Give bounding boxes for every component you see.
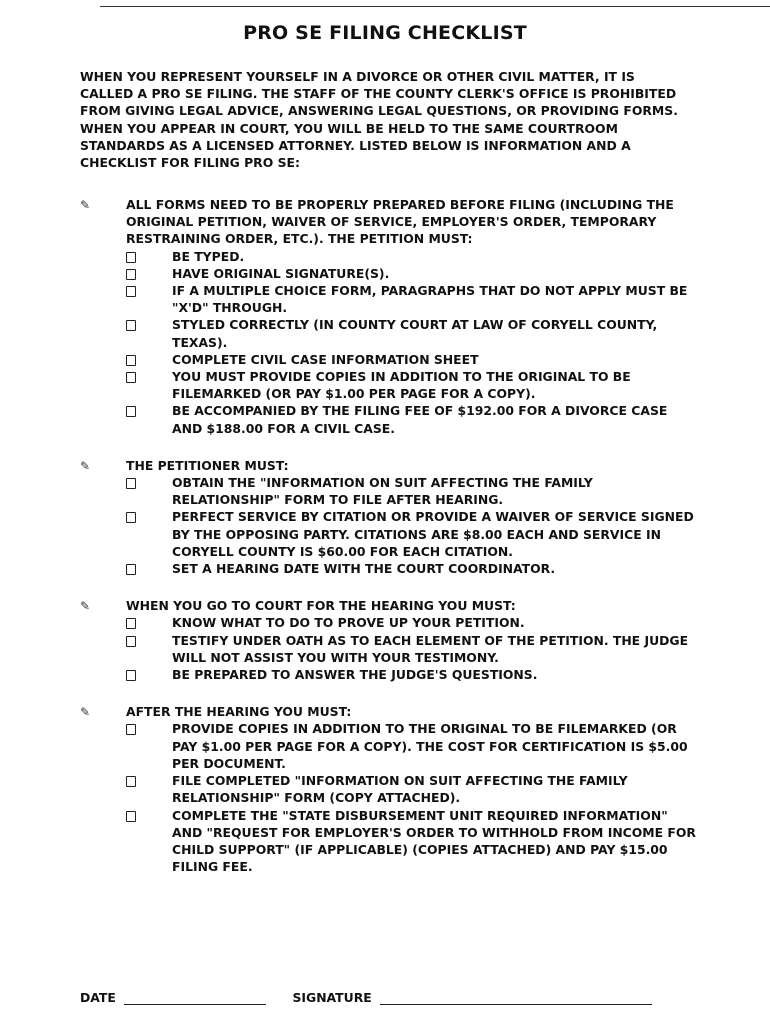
checklist-items: [80, 720, 700, 875]
checklist-item-text: IF A MULTIPLE CHOICE FORM, PARAGRAPHS THAT DO NOT APPLY MUST BE "X'D" THROUGH.: [172, 283, 688, 316]
checklist-items: [80, 248, 700, 437]
checklist-item-text: FILE COMPLETED "INFORMATION ON SUIT AFFECTING THE FAMILY RELATIONSHIP" FORM (COPY ATTACHED).: [172, 773, 628, 806]
checkbox-icon[interactable]: [126, 670, 136, 681]
checklist-item-text: BE ACCOMPANIED BY THE FILING FEE OF $192.00 FOR A DIVORCE CASE AND $188.00 FOR A CIVIL CASE.: [172, 403, 668, 436]
checklist-item-text: COMPLETE CIVIL CASE INFORMATION SHEET: [172, 351, 479, 367]
checkbox-icon[interactable]: [126, 478, 136, 489]
checklist-item-text: BE TYPED.: [172, 248, 245, 264]
checklist-item-text: YOU MUST PROVIDE COPIES IN ADDITION TO THE ORIGINAL TO BE FILEMARKED (OR PAY $1.00 PER PAGE FOR A COPY).: [172, 369, 631, 402]
checkbox-icon[interactable]: [126, 286, 136, 297]
date-field[interactable]: [124, 990, 266, 1005]
checklist-items: [80, 474, 700, 577]
checkbox-icon[interactable]: [126, 406, 136, 417]
pencil-icon: ✎: [80, 198, 91, 212]
checklist-item-text: TESTIFY UNDER OATH AS TO EACH ELEMENT OF THE PETITION. THE JUDGE WILL NOT ASSIST YOU WITH YOUR TESTIMONY.: [172, 632, 689, 665]
section-heading: THE PETITIONER MUST:: [126, 457, 289, 473]
checklist-item: [80, 265, 700, 282]
checklist-item: [80, 351, 700, 368]
signature-label: SIGNATURE: [292, 990, 372, 1005]
checklist-item: [80, 720, 700, 772]
intro-paragraph: WHEN YOU REPRESENT YOURSELF IN A DIVORCE OR OTHER CIVIL MATTER, IT IS CALLED A PRO SE FILING. THE STAFF OF THE COUNTY CLERK'S OFFICE IS PROHIBITED FROM GIVING LEGAL ADVICE, ANSWERING LEGAL QUESTIONS, OR PROVIDING FORMS. WHEN YOU APPEAR IN COURT, YOU WILL BE HELD TO THE SAME COURTROOM STANDARDS AS A LICENSED ATTORNEY. LISTED BELOW IS INFORMATION AND A CHECKLIST FOR FILING PRO SE:: [80, 69, 678, 171]
date-label: DATE: [80, 990, 116, 1005]
section-heading: WHEN YOU GO TO COURT FOR THE HEARING YOU MUST:: [126, 598, 516, 614]
checklist-item: [80, 402, 700, 436]
checklist-item: [80, 474, 700, 508]
checklist-section: [80, 703, 700, 875]
checklist-item-text: BE PREPARED TO ANSWER THE JUDGE'S QUESTIONS.: [172, 667, 538, 683]
checkbox-icon[interactable]: [126, 320, 136, 331]
checklist-section: [80, 457, 700, 577]
checklist-item-text: PERFECT SERVICE BY CITATION OR PROVIDE A WAIVER OF SERVICE SIGNED BY THE OPPOSING PARTY. CITATIONS ARE $8.00 EACH AND SERVICE IN CORYELL COUNTY IS $60.00 FOR EACH CITATION.: [172, 509, 694, 559]
checklist-section: [80, 196, 700, 437]
signature-footer: [80, 990, 680, 1005]
checklist-item: [80, 632, 700, 666]
checklist-item-text: STYLED CORRECTLY (IN COUNTY COURT AT LAW OF CORYELL COUNTY, TEXAS).: [172, 317, 658, 350]
checkbox-icon[interactable]: [126, 564, 136, 575]
pencil-icon: ✎: [80, 599, 91, 614]
checkbox-icon[interactable]: [126, 269, 136, 280]
checkbox-icon[interactable]: [126, 811, 136, 822]
checklist-item: [80, 560, 700, 577]
checklist-item: [80, 772, 700, 806]
checklist-item-text: PROVIDE COPIES IN ADDITION TO THE ORIGINAL TO BE FILEMARKED (OR PAY $1.00 PER PAGE FOR A COPY). THE COST FOR CERTIFICATION IS $5.00 PER DOCUMENT.: [172, 721, 688, 771]
checklist-item-text: SET A HEARING DATE WITH THE COURT COORDINATOR.: [172, 561, 556, 577]
top-rule: [100, 6, 770, 7]
checklist-item-text: KNOW WHAT TO DO TO PROVE UP YOUR PETITION.: [172, 615, 525, 631]
checklist-item-text: COMPLETE THE "STATE DISBURSEMENT UNIT REQUIRED INFORMATION" AND "REQUEST FOR EMPLOYER'S ORDER TO WITHHOLD FROM INCOME FOR CHILD SUPPORT" (IF APPLICABLE) (COPIES ATTACHED) AND PAY $15.00 FILING FEE.: [172, 807, 696, 875]
checkbox-icon[interactable]: [126, 512, 136, 523]
checkbox-icon[interactable]: [126, 618, 136, 629]
signature-field[interactable]: [380, 990, 652, 1005]
pencil-icon: ✎: [80, 705, 91, 720]
checklist-item: [80, 807, 700, 876]
checklist-item-text: OBTAIN THE "INFORMATION ON SUIT AFFECTING THE FAMILY RELATIONSHIP" FORM TO FILE AFTER HEARING.: [172, 475, 593, 508]
checkbox-icon[interactable]: [126, 252, 136, 263]
checkbox-icon[interactable]: [126, 776, 136, 787]
checklist-items: [80, 614, 700, 683]
section-heading: AFTER THE HEARING YOU MUST:: [126, 704, 352, 720]
checklist-item: [80, 666, 700, 683]
checkbox-icon[interactable]: [126, 636, 136, 647]
checklist-item: [80, 316, 700, 350]
checklist-item: [80, 614, 700, 631]
pencil-icon: ✎: [80, 458, 91, 473]
checklist-item: [80, 368, 700, 402]
checklist-item-text: HAVE ORIGINAL SIGNATURE(S).: [172, 265, 390, 281]
checkbox-icon[interactable]: [126, 355, 136, 366]
checklist-sections: [80, 196, 700, 895]
checklist-item: [80, 282, 700, 316]
checkbox-icon[interactable]: [126, 372, 136, 383]
checklist-section: [80, 597, 700, 683]
checklist-item: [80, 248, 700, 265]
checklist-item: [80, 508, 700, 560]
checkbox-icon[interactable]: [126, 724, 136, 735]
page-title: PRO SE FILING CHECKLIST: [243, 22, 527, 44]
section-heading: ALL FORMS NEED TO BE PROPERLY PREPARED BEFORE FILING (INCLUDING THE ORIGINAL PETITION, WAIVER OF SERVICE, EMPLOYER'S ORDER, TEMPORARY RESTRAINING ORDER, ETC.). THE PETITION MUST:: [126, 197, 674, 247]
